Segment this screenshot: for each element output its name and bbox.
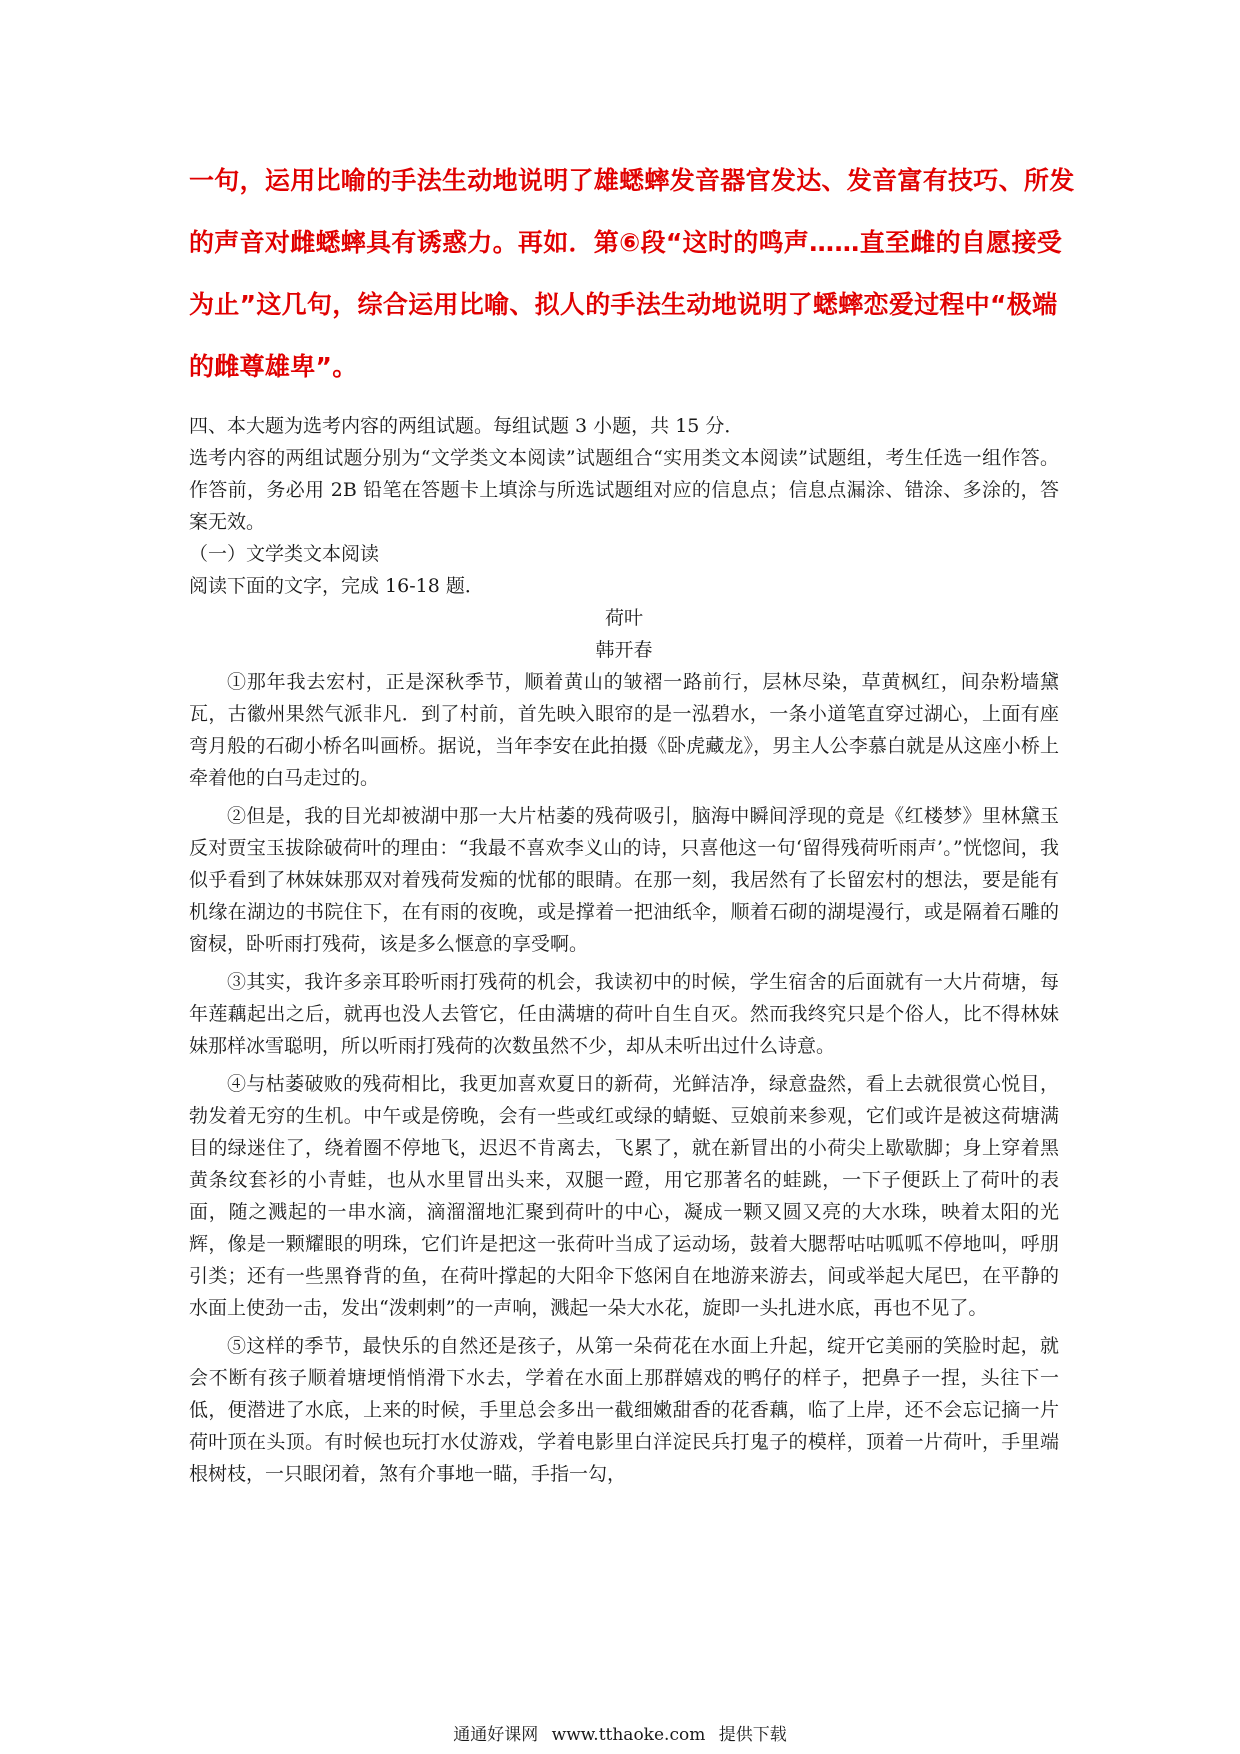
- question-section: [189, 410, 1059, 1490]
- task-prompt: 阅读下面的文字，完成 16-18 题．: [189, 575, 484, 597]
- footer-site-name: 通通好课网: [453, 1725, 539, 1745]
- instructions: 选考内容的两组试题分别为“文学类文本阅读”试题组合“实用类文本阅读”试题组，考生任选一组作答。作答前，务必用 2B 铅笔在答题卡上填涂与所选试题组对应的信息点；信息点漏涂、错涂、多涂的，答案无效。: [189, 447, 1059, 533]
- article-paragraph-4: ④与枯萎破败的残荷相比，我更加喜欢夏日的新荷，光鲜洁净，绿意盎然，看上去就很赏心悦目，勃发着无穷的生机。中午或是傍晚，会有一些或红或绿的蜻蜓、豆娘前来参观，它们或许是被这荷塘满目的绿迷住了，绕着圈不停地飞，迟迟不肯离去，飞累了，就在新冒出的小荷尖上歇歇脚；身上穿着黑黄条纹套衫的小青蛙，也从水里冒出头来，双腿一蹬，用它那著名的蛙跳，一下子便跃上了荷叶的表面，随之溅起的一串水滴，滴溜溜地汇聚到荷叶的中心，凝成一颗又圆又亮的大水珠，映着太阳的光辉，像是一颗耀眼的明珠，它们许是把这一张荷叶当成了运动场，鼓着大腮帮咕咕呱呱不停地叫，呼朋引类；还有一些黑脊背的鱼，在荷叶撑起的大阳伞下悠闲自在地游来游去，间或举起大尾巴，在平静的水面上使劲一击，发出“泼剌剌”的一声响，溅起一朵大水花，旋即一头扎进水底，再也不见了。: [189, 1073, 1059, 1319]
- article-paragraph-5: ⑤这样的季节，最快乐的自然还是孩子，从第一朵荷花在水面上升起，绽开它美丽的笑脸时起，就会不断有孩子顺着塘埂悄悄滑下水去，学着在水面上那群嬉戏的鸭仔的样子，把鼻子一捏，头往下一低，便潜进了水底，上来的时候，手里总会多出一截细嫩甜香的花香藕，临了上岸，还不会忘记摘一片荷叶顶在头顶。有时候也玩打水仗游戏，学着电影里白洋淀民兵打鬼子的模样，顶着一片荷叶，手里端根树枝，一只眼闭着，煞有介事地一瞄，手指一勾，: [189, 1335, 1059, 1485]
- footer-url[interactable]: www.tthaoke.com: [551, 1725, 706, 1745]
- page-footer: [0, 1720, 1240, 1745]
- footer-tail: 提供下载: [718, 1725, 787, 1745]
- article-paragraph-2: ②但是，我的目光却被湖中那一大片枯萎的残荷吸引，脑海中瞬间浮现的竟是《红楼梦》里林黛玉反对贾宝玉拔除破荷叶的理由：“我最不喜欢李义山的诗，只喜他这一句‘留得残荷听雨声’。”恍惚间，我似乎看到了林妹妹那双对着残荷发痴的忧郁的眼睛。在那一刻，我居然有了长留宏村的想法，要是能有机缘在湖边的书院住下，在有雨的夜晚，或是撑着一把油纸伞，顺着石砌的湖堤漫行，或是隔着石雕的窗棂，卧听雨打残荷，该是多么惬意的享受啊。: [189, 805, 1059, 955]
- answer-line: 为止”这几句，综合运用比喻、拟人的手法生动地说明了蟋蟀恋爱过程中“极端: [189, 290, 1058, 319]
- section-heading: 四、本大题为选考内容的两组试题。每组试题 3 小题，共 15 分．: [189, 415, 744, 437]
- article-paragraph-3: ③其实，我许多亲耳聆听雨打残荷的机会，我读初中的时候，学生宿舍的后面就有一大片荷塘，每年莲藕起出之后，就再也没人去管它，任由满塘的荷叶自生自灭。然而我终究只是个俗人，比不得林妹妹那样冰雪聪明，所以听雨打残荷的次数虽然不少，却从未听出过什么诗意。: [189, 971, 1059, 1057]
- answer-line: 的雌尊雄卑”。: [189, 352, 358, 381]
- answer-line: 的声音对雌蟋蟀具有诱惑力。再如．第⑥段“这时的鸣声……直至雌的自愿接受: [189, 228, 1063, 257]
- article-paragraph-1: ①那年我去宏村，正是深秋季节，顺着黄山的皱褶一路前行，层林尽染，草黄枫红，间杂粉墙黛瓦，古徽州果然气派非凡．到了村前，首先映入眼帘的是一泓碧水，一条小道笔直穿过湖心，上面有座弯月般的石砌小桥名叫画桥。据说，当年李安在此拍摄《卧虎藏龙》，男主人公李慕白就是从这座小桥上牵着他的白马走过的。: [189, 671, 1059, 789]
- answer-line: 一句，运用比喻的手法生动地说明了雄蟋蟀发音器官发达、发音富有技巧、所发: [189, 166, 1075, 195]
- article-title: 荷叶: [604, 607, 643, 629]
- article-author: 韩开春: [595, 639, 653, 661]
- answer-highlight: [189, 150, 1075, 398]
- subsection-title: （一）文学类文本阅读: [189, 543, 380, 565]
